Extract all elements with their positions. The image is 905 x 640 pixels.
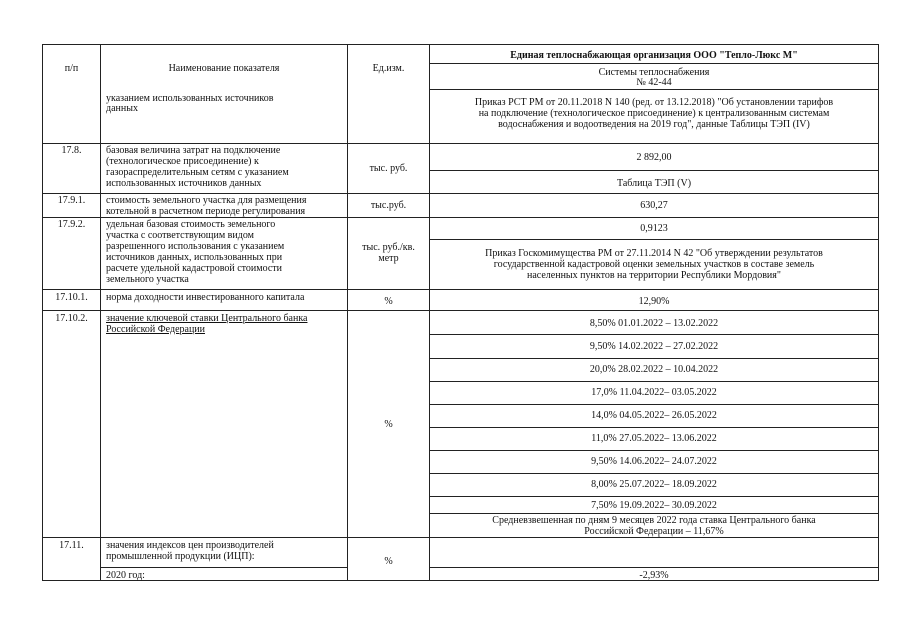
row-17-11-num: 17.11. xyxy=(59,540,84,551)
row-17-11-year-value: -2,93% xyxy=(639,570,669,581)
row-17-10-1-value: 12,90% xyxy=(638,296,670,307)
weighted-rate-1: Средневзвешенная по дням 9 месяцев 2022 года ставка Центрального банка xyxy=(492,515,816,526)
intro-name-1: указанием использованных источников xyxy=(106,93,274,104)
row-17-9-1-name-1: стоимость земельного участка для размещения xyxy=(106,195,307,206)
header-col-name: Наименование показателя xyxy=(168,63,280,74)
intro-name-2: данных xyxy=(106,103,138,114)
rate-row: 7,50% 19.09.2022– 30.09.2022 xyxy=(591,500,717,511)
row-17-10-1-num: 17.10.1. xyxy=(55,292,88,303)
row-17-8-name-2: (технологическое присоединение) к xyxy=(106,156,259,167)
rate-row: 9,50% 14.02.2022 – 27.02.2022 xyxy=(589,341,719,352)
row-17-8-name-4: использованных источников данных xyxy=(106,178,262,189)
row-17-8-name-3: газораспределительным сетям с указанием xyxy=(106,167,289,178)
row-17-8-source: Таблица ТЭП (V) xyxy=(616,178,692,189)
row-17-9-2-source-2: государственной кадастровой оценки земельных участков в составе земель xyxy=(493,259,815,270)
row-17-11-name-1: значения индексов цен производителей xyxy=(106,540,274,551)
row-17-11-year-label: 2020 год: xyxy=(106,570,145,581)
header-org: Единая теплоснабжающая организация ООО "Тепло-Люкс М" xyxy=(510,50,798,61)
row-17-10-2-num: 17.10.2. xyxy=(55,313,88,324)
row-17-9-2-num: 17.9.2. xyxy=(57,219,86,230)
header-col-num: п/п xyxy=(64,63,79,74)
row-17-9-2-name-5: расчете удельной кадастровой стоимости xyxy=(106,263,282,274)
row-17-8-num: 17.8. xyxy=(61,145,82,156)
row-17-9-1-name-2: котельной в расчетном периоде регулирования xyxy=(106,206,306,217)
row-17-11-name-2: промышленной продукции (ИЦП): xyxy=(106,551,255,562)
intro-order-3: водоснабжения и водоотведения на 2019 год", данные Таблицы ТЭП (IV) xyxy=(498,119,810,130)
weighted-rate-2: Российской Федерации – 11,67% xyxy=(584,526,724,537)
rate-row: 9,50% 14.06.2022– 24.07.2022 xyxy=(591,456,717,467)
row-17-9-2-unit-1: тыс. руб./кв. xyxy=(362,242,415,253)
row-17-9-2-name-6: земельного участка xyxy=(106,274,189,285)
row-17-11-unit: % xyxy=(384,556,393,567)
row-17-10-1-unit: % xyxy=(384,296,393,307)
row-17-9-1-unit: тыс.руб. xyxy=(370,200,407,211)
row-17-9-2-source-1: Приказ Госкомимущества РМ от 27.11.2014 N 42 "Об утверждении результатов xyxy=(485,248,823,259)
header-systems-2: № 42-44 xyxy=(636,77,672,88)
row-17-10-2-unit: % xyxy=(384,419,393,430)
row-17-10-1-name: норма доходности инвестированного капитала xyxy=(106,292,305,303)
row-17-9-2-value: 0,9123 xyxy=(640,223,668,234)
row-17-9-2-name-1: удельная базовая стоимость земельного xyxy=(106,219,276,230)
intro-order-2: на подключение (технологическое присоединение) к централизованным системам xyxy=(478,108,830,119)
row-17-8-name-1: базовая величина затрат на подключение xyxy=(106,145,281,156)
rate-row: 20,0% 28.02.2022 – 10.04.2022 xyxy=(589,364,719,375)
row-17-9-2-unit-2: метр xyxy=(378,253,399,264)
intro-order-1: Приказ РСТ РМ от 20.11.2018 N 140 (ред. от 13.12.2018) "Об установлении тарифов xyxy=(474,97,834,108)
rate-row: 8,00% 25.07.2022– 18.09.2022 xyxy=(591,479,717,490)
row-17-9-1-value: 630,27 xyxy=(640,200,668,211)
rate-row: 8,50% 01.01.2022 – 13.02.2022 xyxy=(589,318,719,329)
row-17-9-2-name-4: источников данных, использованных при xyxy=(106,252,283,263)
row-17-9-2-name-3: разрешенного использования с указанием xyxy=(106,241,285,252)
row-17-8-unit: тыс. руб. xyxy=(369,163,408,174)
header-col-unit: Ед.изм. xyxy=(372,63,405,74)
row-17-9-2-source-3: населенных пунктов на территории Республики Мордовия" xyxy=(527,270,781,281)
rate-row: 14,0% 04.05.2022– 26.05.2022 xyxy=(591,410,717,421)
row-17-9-2-name-2: участка с соответствующим видом xyxy=(106,230,254,241)
rate-row: 17,0% 11.04.2022– 03.05.2022 xyxy=(591,387,717,398)
row-17-9-1-num: 17.9.1. xyxy=(57,195,86,206)
row-17-10-2-name-2: Российской Федерации xyxy=(106,324,206,335)
row-17-8-value: 2 892,00 xyxy=(636,152,672,163)
rate-row: 11,0% 27.05.2022– 13.06.2022 xyxy=(591,433,717,444)
header-systems-1: Системы теплоснабжения xyxy=(598,67,710,78)
row-17-10-2-name-1: значение ключевой ставки Центрального банка xyxy=(106,313,308,324)
